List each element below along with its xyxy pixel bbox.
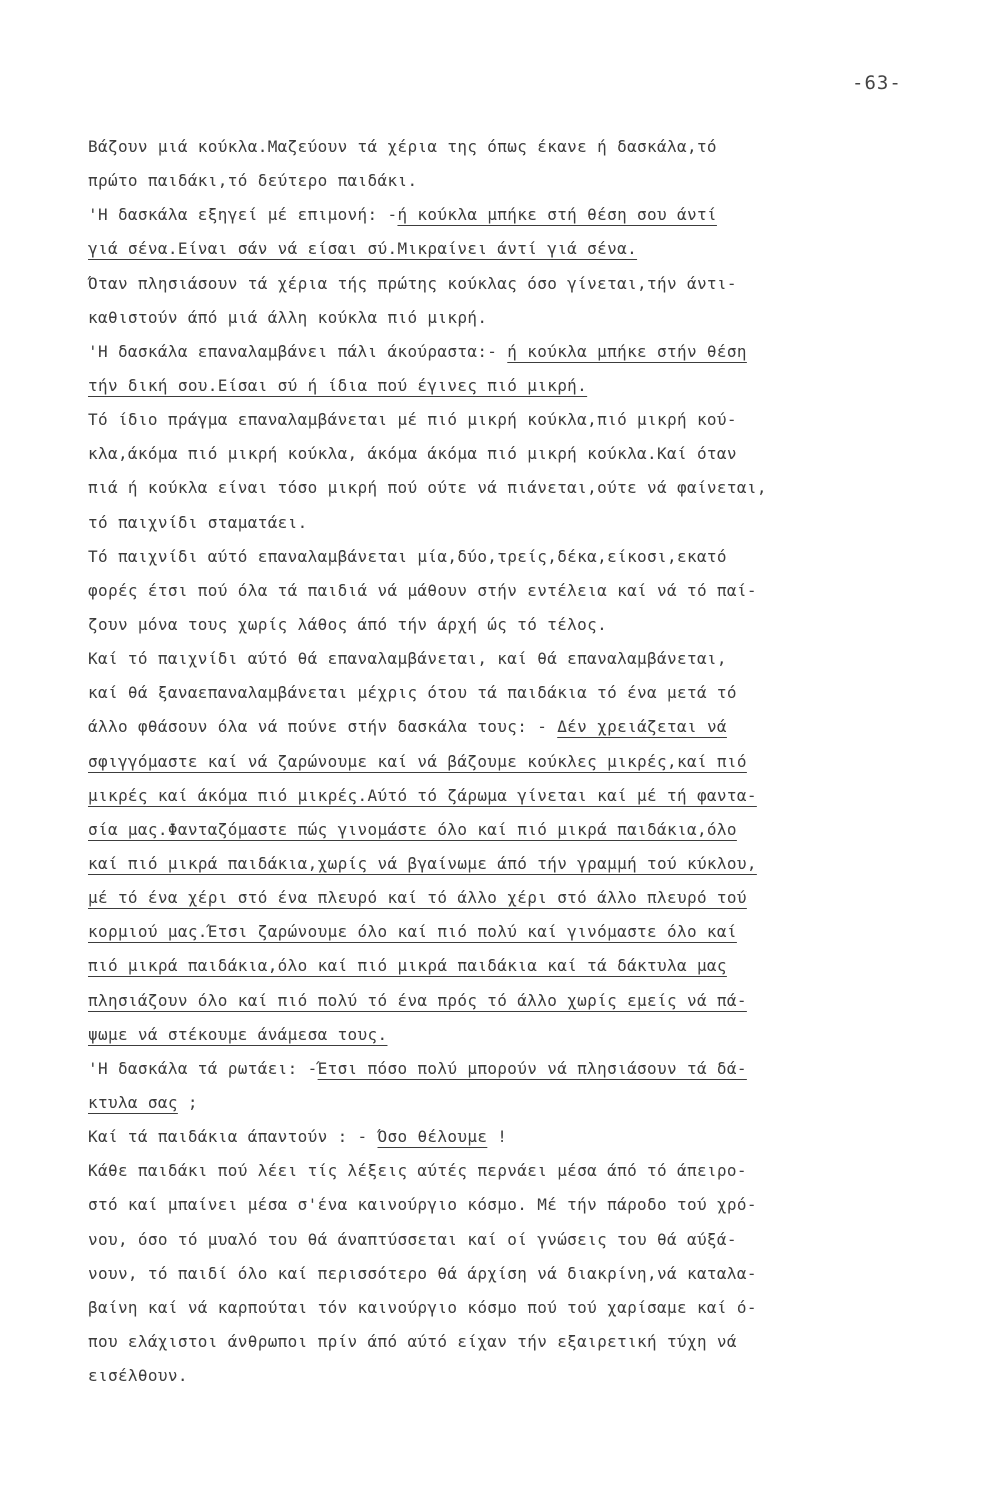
text-line	[88, 1359, 923, 1393]
underlined-text: Όσο θέλουμε	[377, 1127, 488, 1147]
text-run: 'Η δασκάλα εξηγεί μέ επιμονή: -	[88, 205, 398, 225]
text-run: Καί τό παιχνίδι αύτό θά επαναλαμβάνεται, καί θά επαναλαμβάνεται,	[88, 649, 727, 669]
text-line	[88, 1086, 923, 1120]
text-run: νου, όσο τό μυαλό του θά άναπτύσσεται καί οί γνώσεις του θά αύξά-	[88, 1229, 737, 1249]
underlined-text: σφιγγόμαστε καί νά ζαρώνουμε καί νά βάζουμε κούκλες μικρές,καί πιό	[88, 751, 747, 771]
text-line	[88, 1052, 923, 1086]
text-line	[88, 1257, 923, 1291]
text-line	[88, 779, 923, 813]
text-run: βαίνη καί νά καρπούται τόν καινούργιο κόσμο πού τού χαρίσαμε καί ό-	[88, 1297, 757, 1317]
text-run: τό παιχνίδι σταματάει.	[88, 512, 308, 532]
text-line	[88, 949, 923, 983]
text-line	[88, 198, 923, 232]
underlined-text: καί πιό μικρά παιδάκια,χωρίς νά βγαίνωμε άπό τήν γραμμή τού κύκλου,	[88, 853, 757, 873]
typed-text-body	[88, 130, 923, 1393]
text-line	[88, 437, 923, 471]
text-run: άλλο φθάσουν όλα νά πούνε στήν δασκάλα τους: -	[88, 717, 558, 737]
text-line	[88, 130, 923, 164]
text-run: νουν, τό παιδί όλο καί περισσότερο θά άρχίση νά διακρίνη,νά καταλα-	[88, 1263, 757, 1283]
text-line	[88, 540, 923, 574]
text-run: Τό ίδιο πράγμα επαναλαμβάνεται μέ πιό μικρή κούκλα,πιό μικρή κού-	[88, 410, 737, 430]
underlined-text: μέ τό ένα χέρι στό ένα πλευρό καί τό άλλο χέρι στό άλλο πλευρό τού	[88, 888, 747, 908]
text-line	[88, 1018, 923, 1052]
text-run: 'Η δασκάλα επαναλαμβάνει πάλι άκούραστα:-	[88, 341, 508, 361]
text-line	[88, 267, 923, 301]
underlined-text: ή κούκλα μπήκε στήν θέση	[507, 341, 747, 361]
underlined-text: σία μας.Φανταζόμαστε πώς γινομάστε όλο καί πιό μικρά παιδάκια,όλο	[88, 819, 737, 839]
page-number: -63-	[852, 72, 902, 94]
text-run: Όταν πλησιάσουν τά χέρια τής πρώτης κούκλας όσο γίνεται,τήν άντι-	[88, 273, 737, 293]
underlined-text: πιό μικρά παιδάκια,όλο καί πιό μικρά παιδάκια καί τά δάκτυλα μας	[88, 956, 727, 976]
text-line	[88, 1291, 923, 1325]
text-line	[88, 676, 923, 710]
underlined-text: Έτσι πόσο πολύ μπορούν νά πλησιάσουν τά δά-	[317, 1058, 747, 1078]
text-line	[88, 1223, 923, 1257]
underlined-text: κορμιού μας.Έτσι ζαρώνουμε όλο καί πιό πολύ καί γινόμαστε όλο καί	[88, 922, 737, 942]
text-line	[88, 369, 923, 403]
text-line	[88, 1188, 923, 1222]
text-run: Καί τά παιδάκια άπαντούν : -	[88, 1127, 378, 1147]
text-line	[88, 403, 923, 437]
text-run: Βάζουν μιά κούκλα.Μαζεύουν τά χέρια της όπως έκανε ή δασκάλα,τό	[88, 137, 717, 156]
text-line	[88, 915, 923, 949]
text-line	[88, 642, 923, 676]
underlined-text: Δέν χρειάζεται νά	[557, 717, 727, 737]
text-run: 'Η δασκάλα τά ρωτάει: -	[88, 1058, 318, 1078]
text-run: Τό παιχνίδι αύτό επαναλαμβάνεται μία,δύο,τρείς,δέκα,είκοσι,εκατό	[88, 546, 727, 566]
text-line	[88, 574, 923, 608]
text-run: που ελάχιστοι άνθρωποι πρίν άπό αύτό είχαν τήν εξαιρετική τύχη νά	[88, 1331, 737, 1351]
text-line	[88, 608, 923, 642]
underlined-text: ή κούκλα μπήκε στή θέση σου άντί	[397, 205, 717, 225]
text-line	[88, 847, 923, 881]
text-run: καί θά ξαναεπαναλαμβάνεται μέχρις ότου τά παιδάκια τό ένα μετά τό	[88, 683, 737, 703]
text-line	[88, 881, 923, 915]
text-line	[88, 335, 923, 369]
text-line	[88, 506, 923, 540]
text-run: εισέλθουν.	[88, 1366, 188, 1386]
text-line	[88, 813, 923, 847]
text-run: στό καί μπαίνει μέσα σ'ένα καινούργιο κόσμο. Μέ τήν πάροδο τού χρό-	[88, 1195, 757, 1215]
text-run: πιά ή κούκλα είναι τόσο μικρή πού ούτε νά πιάνεται,ούτε νά φαίνεται,	[88, 478, 767, 498]
text-line	[88, 164, 923, 198]
text-line	[88, 984, 923, 1018]
text-line	[88, 745, 923, 779]
text-line	[88, 301, 923, 335]
text-run: !	[487, 1127, 508, 1147]
text-line	[88, 710, 923, 744]
text-line	[88, 471, 923, 505]
text-run: κλα,άκόμα πιό μικρή κούκλα, άκόμα άκόμα πιό μικρή κούκλα.Καί όταν	[88, 444, 737, 464]
underlined-text: πλησιάζουν όλο καί πιό πολύ τό ένα πρός τό άλλο χωρίς εμείς νά πά-	[88, 990, 747, 1010]
text-run: ;	[177, 1092, 198, 1112]
underlined-text: μικρές καί άκόμα πιό μικρές.Αύτό τό ζάρωμα γίνεται καί μέ τή φαντα-	[88, 785, 757, 805]
underlined-text: κτυλα σας	[88, 1092, 178, 1112]
text-run: ζουν μόνα τους χωρίς λάθος άπό τήν άρχή ώς τό τέλος.	[88, 614, 608, 634]
text-line	[88, 1120, 923, 1154]
text-run: φορές έτσι πού όλα τά παιδιά νά μάθουν στήν εντέλεια καί νά τό παί-	[88, 580, 757, 600]
underlined-text: ψωμε νά στέκουμε άνάμεσα τους.	[88, 1024, 388, 1044]
underlined-text: γιά σένα.Είναι σάν νά είσαι σύ.Μικραίνει άντί γιά σένα.	[88, 239, 638, 259]
text-line	[88, 1325, 923, 1359]
text-line	[88, 1154, 923, 1188]
text-run: καθιστούν άπό μιά άλλη κούκλα πιό μικρή.	[88, 307, 488, 327]
text-run: πρώτο παιδάκι,τό δεύτερο παιδάκι.	[88, 171, 418, 191]
underlined-text: τήν δική σου.Είσαι σύ ή ίδια πού έγινες πιό μικρή.	[88, 375, 588, 395]
text-line	[88, 232, 923, 266]
text-run: Κάθε παιδάκι πού λέει τίς λέξεις αύτές περνάει μέσα άπό τό άπειρο-	[88, 1161, 747, 1181]
